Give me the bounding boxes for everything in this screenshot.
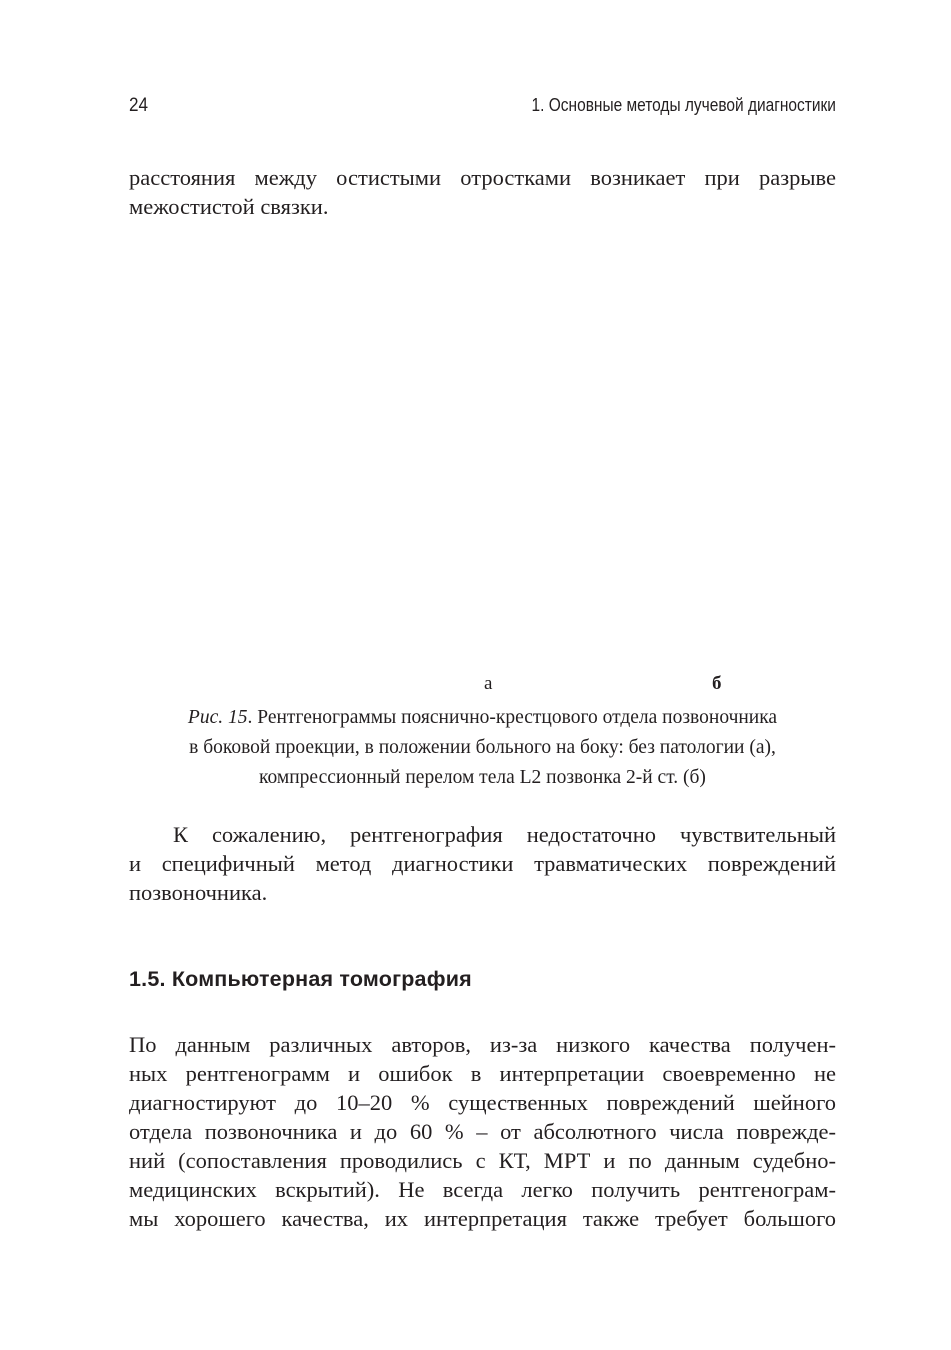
text-line: ний (сопоставления проводились с КТ, МРТ и по данным судебно- [129, 1148, 836, 1173]
text-line: отдела позвоночника и до 60 % – от абсолютного числа поврежде- [129, 1119, 836, 1144]
figure-caption [129, 703, 836, 793]
page-number: 24 [129, 95, 149, 116]
running-head [129, 95, 836, 119]
caption-text: . Рентгенограммы пояснично-крестцового отдела позвоночника [247, 707, 778, 728]
caption-figure-ref: Рис. 15 [187, 707, 248, 728]
text-line: мы хорошего качества, их интерпретация также требует большого [129, 1206, 836, 1231]
caption-line [129, 703, 836, 733]
text-line: К сожалению, рентгенография недостаточно чувствительный [173, 822, 836, 847]
chapter-title: 1. Основные методы лучевой диагностики [531, 95, 836, 115]
section-heading: 1.5. Компьютерная томография [129, 967, 472, 991]
text-line: расстояния между остистыми отростками возникает при разрыве [129, 165, 836, 190]
figure-panel-label-b: б [712, 673, 722, 694]
caption-line: компрессионный перелом тела L2 позвонка 2-й ст. (б) [259, 767, 706, 788]
text-line: межостистой связки. [129, 194, 329, 219]
figure-image-area [129, 235, 836, 665]
text-line: ных рентгенограмм и ошибок в интерпретации своевременно не [129, 1061, 836, 1086]
text-line: диагностируют до 10–20 % существенных повреждений шейного [129, 1090, 836, 1115]
paragraph-radiography-limits [129, 820, 836, 907]
text-line: По данным различных авторов, из-за низкого качества получен- [129, 1032, 836, 1057]
text-line: медицинских вскрытий). Не всегда легко получить рентгенограм- [129, 1177, 836, 1202]
paragraph-ct-intro [129, 1030, 836, 1233]
text-line: и специфичный метод диагностики травматических повреждений [129, 851, 836, 876]
figure-panel-label-a: а [484, 673, 493, 694]
text-line: позвоночника. [129, 880, 268, 905]
caption-line: в боковой проекции, в положении больного на боку: без патологии (а), [189, 737, 776, 758]
paragraph-continuation [129, 163, 836, 221]
